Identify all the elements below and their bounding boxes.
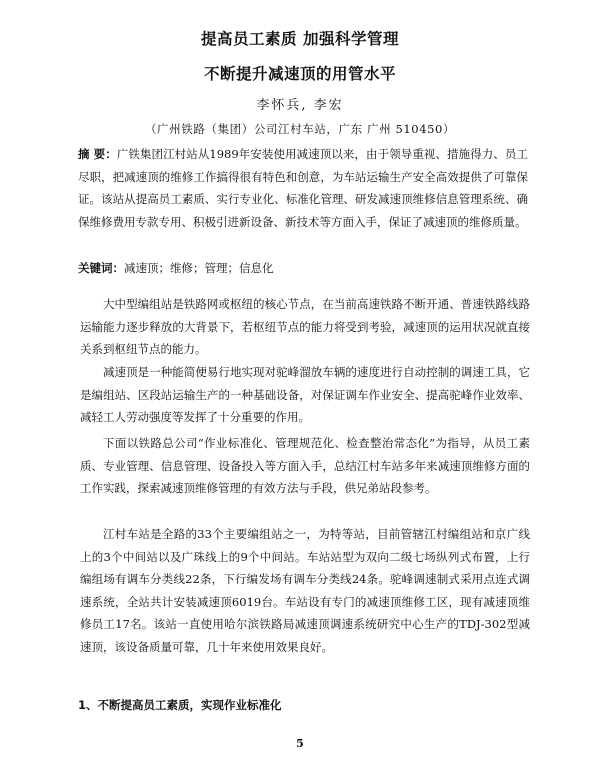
body-paragraph-1: 大中型编组站是铁路网或枢纽的核心节点，在当前高速铁路不断开通、普速铁路线路运输能力逐步释放的大背景下，若枢纽节点的能力将受到考验，减速顶的运用状况就直接关系到枢纽节点的能力。: [80, 297, 530, 356]
abstract-text: 广铁集团江村站从1989年安装使用减速顶以来，由于领导重视、措施得力、员工尽职，把减速顶的维修工作搞得很有特色和创意，为车站运输生产安全高效提供了可靠保证。该站从提高员工素质、实行专业化、标准化管理、研发减速顶维修信息管理系统、确保维修费用专款专用、积极引进新设备、新技术等方面入手，保证了减速顶的维修质量。: [78, 147, 528, 229]
body-paragraph-3: 下面以铁路总公司“作业标准化、管理规范化、检查整治常态化”为指导，从员工素质、专业管理、信息管理、设备投入等方面入手，总结江村车站多年来减速顶维修方面的工作实践，探索减速顶维修管理的有效方法与手段，供兄弟站段参考。: [80, 436, 530, 495]
abstract: [78, 143, 528, 233]
page-number: 5: [296, 737, 304, 750]
affiliation: （广州铁路（集团）公司江村车站，广东 广州 510450）: [144, 122, 456, 136]
authors: 李怀兵, 李宏: [256, 98, 344, 113]
abstract-label: 摘 要：: [78, 147, 117, 161]
title-line-1: 提高员工素质 加强科学管理: [201, 30, 399, 48]
keywords-label: 关键词：: [78, 261, 124, 275]
body-paragraph-2: 减速顶是一种能简便易行地实现对驼峰溜放车辆的速度进行自动控制的调速工具，它是编组站、区段站运输生产的一种基础设备，对保证调车作业安全、提高驼峰作业效率、减轻工人劳动强度等发挥了十分重要的作用。: [80, 365, 530, 424]
section-heading: 1、不断提高员工素质，实现作业标准化: [78, 698, 282, 712]
body-paragraph-4: 江村车站是全路的33个主要编组站之一，为特等站，目前管辖江村编组站和京广线上的3个中间站以及广珠线上的9个中间站。车站站型为双向二级七场纵列式布置，上行编组场有调车分类线22条，下行编发场有调车分类线24条。驼峰调速制式采用点连式调速系统，全站共计安装减速顶6019台。车站设有专门的减速顶维修工区，现有减速顶维修员工17名。该站一直使用哈尔滨铁路局减速顶调速系统研究中心生产的TDJ-302型减速顶，该设备质量可靠，几十年来使用效果良好。: [80, 527, 530, 654]
keywords: [78, 257, 528, 279]
title-line-2: 不断提升减速顶的用管水平: [203, 65, 396, 83]
keywords-text: 减速顶；维修；管理；信息化: [124, 261, 274, 275]
